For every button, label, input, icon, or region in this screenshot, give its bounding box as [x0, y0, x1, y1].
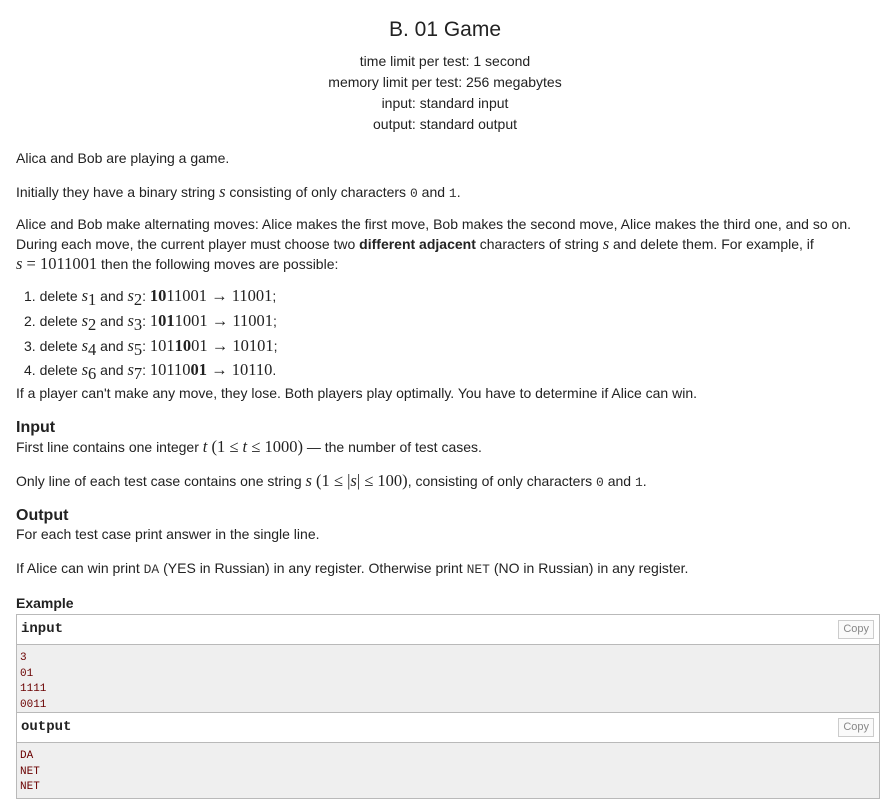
- memory-limit: memory limit per test: 256 megabytes: [328, 74, 562, 90]
- input-section: Input First line contains one integer t (1 ≤ t ≤ 1000) — the number of test cases.: [16, 419, 482, 456]
- statement-p3: Alice and Bob make alternating moves: Alice makes the first move, Bob makes the second move, Alice makes the third one, and so on. During each move, the current player must choose two different adjacent characters of string s and delete them. For example, if s = 1011001 then the following moves are possible:: [16, 216, 851, 273]
- char-1: 1: [448, 186, 457, 201]
- code-line: 01: [20, 667, 34, 680]
- output-section: Output For each test case print answer in the single line.: [16, 507, 320, 542]
- bold-different-adjacent: different adjacent: [359, 236, 476, 252]
- var-s: s: [219, 182, 226, 201]
- example-output-content: [17, 743, 879, 798]
- code-line: NET: [20, 781, 40, 793]
- example-input-content: [17, 645, 879, 715]
- input-section-line2: Only line of each test case contains one string s (1 ≤ |s| ≤ 100), consisting of only characters 0 and 1.: [16, 471, 647, 490]
- copy-input-button[interactable]: Copy: [838, 620, 874, 639]
- arrow-icon: →: [207, 360, 232, 380]
- code-line: DA: [20, 750, 34, 762]
- example-string: 1011001: [39, 254, 98, 273]
- move-item: 2. delete $s_2$ and $s_3$: 1011001 → 11001;: [24, 310, 277, 334]
- move-item: 4. delete $s_6$ and $s_7$: 1011001 → 10110.: [24, 360, 277, 384]
- input-type: input: standard input: [381, 95, 509, 111]
- arrow-icon: →: [207, 310, 233, 330]
- arrow-icon: →: [207, 286, 232, 305]
- moves-list: [16, 285, 278, 384]
- input-section-title: Input: [16, 419, 56, 436]
- output-section-title: Output: [16, 507, 69, 524]
- copy-output-button[interactable]: Copy: [838, 718, 874, 737]
- move-item: 1. delete $s_1$ and $s_2$: 1011001 → 11001;: [24, 286, 277, 309]
- problem-title: B. 01 Game: [388, 18, 502, 41]
- example-input-label: input: [21, 621, 64, 637]
- code-line: 3: [20, 652, 27, 664]
- example-output-box: [16, 712, 880, 799]
- output-type: output: standard output: [373, 116, 517, 132]
- statement-p4: If a player can't make any move, they lose. Both players play optimally. You have to determine if Alice can win.: [16, 385, 697, 401]
- example-input-box: [16, 614, 880, 716]
- problem-header: [0, 0, 890, 135]
- char-0: 0: [409, 186, 418, 201]
- code-line: 0011: [20, 698, 47, 711]
- output-section-line2: If Alice can win print DA (YES in Russian) in any register. Otherwise print NET (NO in Russian) in any register.: [16, 560, 689, 577]
- code-line: 1111: [20, 683, 47, 695]
- time-limit: time limit per test: 1 second: [359, 53, 531, 69]
- code-line: NET: [20, 765, 40, 778]
- statement-p1: Alica and Bob are playing a game.: [16, 150, 230, 166]
- example-title: Example: [16, 595, 74, 611]
- move-item: 3. delete $s_4$ and $s_5$: 1011001 → 10101;: [24, 335, 278, 359]
- example-output-label: output: [21, 719, 72, 735]
- arrow-icon: →: [207, 335, 233, 355]
- statement-p2: Initially they have a binary string s consisting of only characters 0 and 1.: [16, 182, 461, 201]
